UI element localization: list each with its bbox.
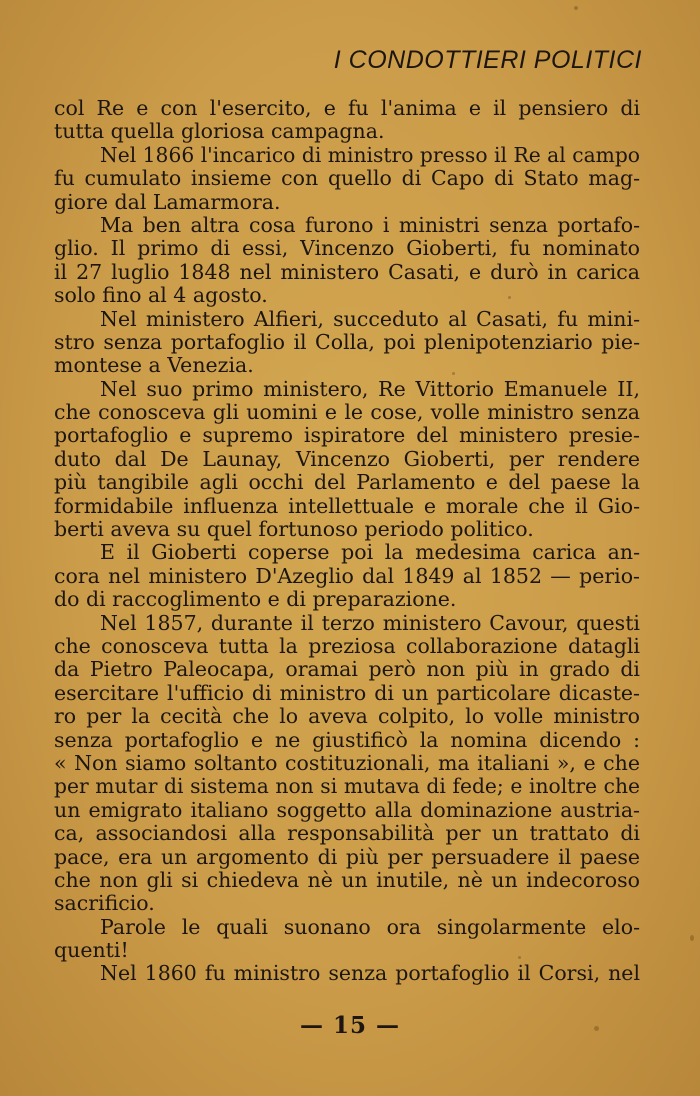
text-line: formidabile influenza intellettuale e morale che il Gio- (54, 493, 640, 518)
text-line: senza portafoglio e ne giustificò la nomina dicendo : (54, 727, 640, 752)
text-line: Nel 1860 fu ministro senza portafoglio il Corsi, nel (100, 961, 640, 986)
paper-speck (518, 956, 521, 959)
text-line: Nel 1857, durante il terzo ministero Cavour, questi (100, 610, 640, 635)
text-line: il 27 luglio 1848 nel ministero Casati, e durò in carica (54, 259, 640, 284)
text-line: quenti! (54, 938, 129, 963)
text-line: che conosceva gli uomini e le cose, volle ministro senza (54, 400, 640, 425)
text-line: Nel ministero Alfieri, succeduto al Casati, fu mini- (100, 306, 640, 331)
text-line: pace, era un argomento di più per persuadere il paese (54, 844, 640, 869)
text-line: fu cumulato insieme con quello di Capo di Stato mag- (54, 166, 640, 191)
text-line: duto dal De Launay, Vincenzo Gioberti, per rendere (54, 446, 640, 471)
text-line: Nel suo primo ministero, Re Vittorio Emanuele II, (100, 376, 640, 401)
paper-speck (690, 935, 694, 941)
text-line: giore dal Lamarmora. (54, 189, 281, 214)
paper-speck (594, 1026, 599, 1031)
text-line: montese a Venezia. (54, 353, 254, 378)
text-line: col Re e con l'esercito, e fu l'anima e il pensiero di (54, 96, 640, 120)
text-line: Nel 1866 l'incarico di ministro presso il Re al campo (100, 142, 640, 167)
text-line: E il Gioberti coperse poi la medesima carica an- (100, 540, 640, 565)
text-line: Ma ben altra cosa furono i ministri senza portafo- (100, 212, 640, 237)
text-line: esercitare l'ufficio di ministro di un particolare dicaste- (54, 680, 640, 705)
text-line: tutta quella gloriosa campagna. (54, 119, 385, 144)
text-line: che non gli si chiedeva nè un inutile, nè un indecoroso (54, 867, 640, 892)
text-line: cora nel ministero D'Azeglio dal 1849 al 1852 — perio- (54, 563, 640, 588)
text-line: berti aveva su quel fortunoso periodo politico. (54, 517, 534, 542)
page-number: — 15 — (299, 1012, 401, 1039)
text-line: glio. Il primo di essi, Vincenzo Gioberti, fu nominato (54, 236, 640, 261)
text-line: più tangibile agli occhi del Parlamento e del paese la (54, 470, 640, 495)
paper-speck (508, 296, 511, 299)
text-line: che conosceva tutta la preziosa collaborazione datagli (54, 633, 640, 658)
running-head: I CONDOTTIERI POLITICI (333, 46, 642, 74)
text-line: solo fino al 4 agosto. (54, 283, 268, 308)
text-line: un emigrato italiano soggetto alla dominazione austria- (54, 797, 640, 822)
paper-speck (574, 6, 578, 10)
text-line: Parole le quali suonano ora singolarmente elo- (100, 914, 640, 939)
text-line: stro senza portafoglio il Colla, poi plenipotenziario pie- (54, 329, 640, 354)
text-line: « Non siamo soltanto costituzionali, ma italiani », e che (54, 750, 640, 775)
text-line: portafoglio e supremo ispiratore del ministero presie- (54, 423, 640, 448)
text-line: per mutar di sistema non si mutava di fede; e inoltre che (54, 774, 640, 799)
paper-speck (452, 372, 455, 375)
text-line: ca, associandosi alla responsabilità per un trattato di (54, 821, 640, 846)
text-line: do di raccoglimento e di preparazione. (54, 587, 457, 612)
text-line: ro per la cecità che lo aveva colpito, lo volle ministro (54, 704, 640, 729)
body-text (54, 97, 640, 986)
text-line: sacrificio. (54, 891, 155, 916)
text-line: da Pietro Paleocapa, oramai però non più in grado di (54, 657, 640, 682)
